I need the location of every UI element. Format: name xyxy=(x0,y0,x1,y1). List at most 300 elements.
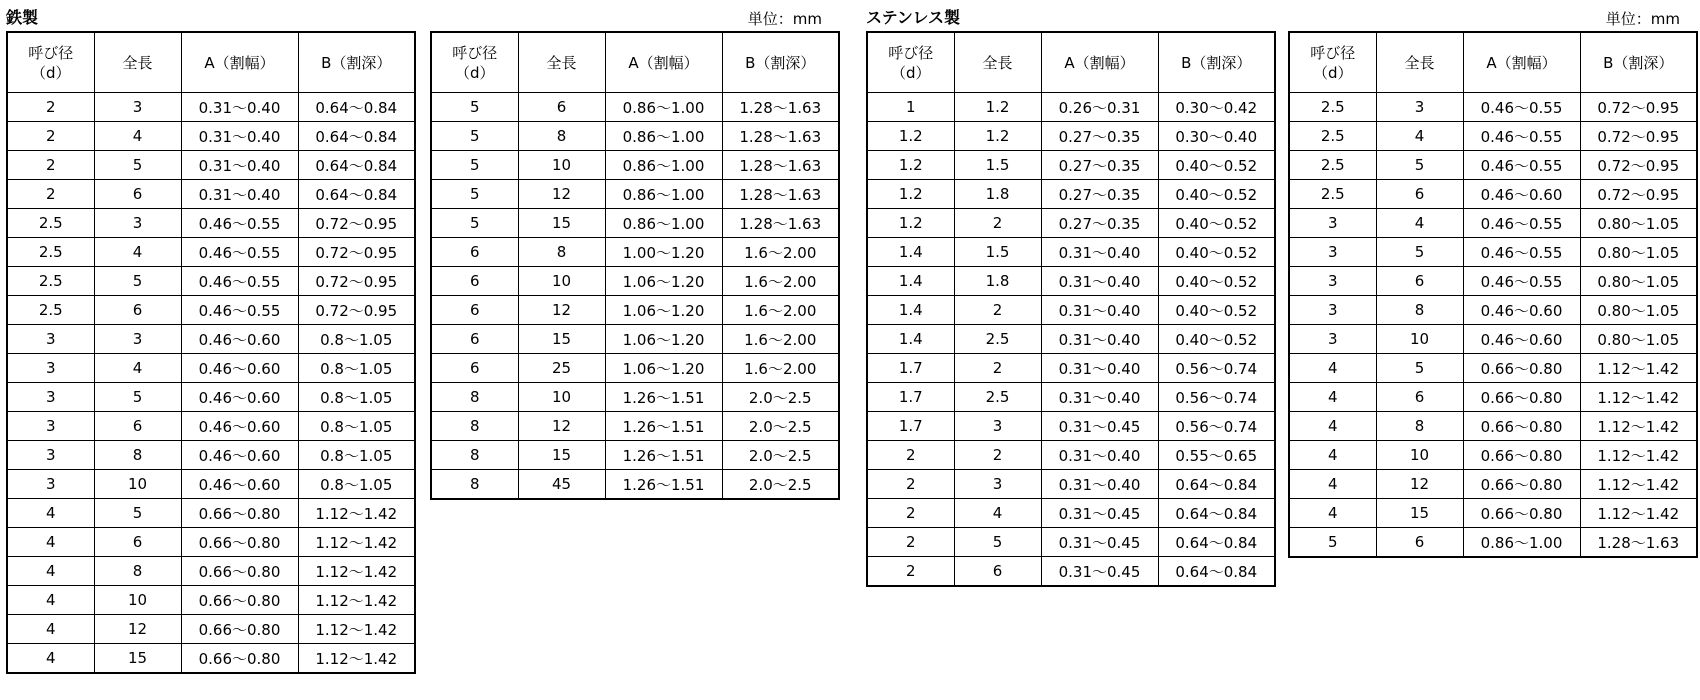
table-row xyxy=(1289,470,1697,499)
cell-nominal-diameter: 3 xyxy=(1289,209,1376,238)
cell-slot-width: 1.26～1.51 xyxy=(605,383,722,412)
cell-total-length: 6 xyxy=(1376,383,1463,412)
cell-nominal-diameter: 4 xyxy=(7,586,94,615)
cell-nominal-diameter: 3 xyxy=(7,354,94,383)
cell-slot-depth: 0.72～0.95 xyxy=(298,267,415,296)
cell-nominal-diameter: 4 xyxy=(1289,470,1376,499)
cell-total-length: 45 xyxy=(518,470,605,500)
cell-slot-depth: 0.40～0.52 xyxy=(1158,209,1275,238)
table-row xyxy=(431,354,839,383)
cell-slot-width: 0.86～1.00 xyxy=(605,151,722,180)
cell-total-length: 6 xyxy=(94,412,181,441)
cell-nominal-diameter: 1.2 xyxy=(867,122,954,151)
cell-nominal-diameter: 1.2 xyxy=(867,151,954,180)
cell-slot-width: 0.46～0.55 xyxy=(181,209,298,238)
cell-nominal-diameter: 1.7 xyxy=(867,412,954,441)
cell-nominal-diameter: 3 xyxy=(1289,296,1376,325)
table-row xyxy=(7,586,415,615)
table-row xyxy=(7,93,415,122)
table-row xyxy=(7,528,415,557)
cell-total-length: 8 xyxy=(94,441,181,470)
header-total-length: 全長 xyxy=(94,32,181,93)
cell-slot-width: 0.46～0.55 xyxy=(1463,151,1580,180)
cell-nominal-diameter: 2 xyxy=(867,528,954,557)
cell-nominal-diameter: 2.5 xyxy=(1289,180,1376,209)
cell-slot-width: 0.31～0.40 xyxy=(1041,296,1158,325)
header-row xyxy=(431,32,839,93)
cell-nominal-diameter: 1.4 xyxy=(867,325,954,354)
cell-slot-depth: 1.12～1.42 xyxy=(298,557,415,586)
cell-total-length: 12 xyxy=(518,412,605,441)
cell-slot-width: 0.46～0.55 xyxy=(1463,209,1580,238)
cell-slot-width: 0.66～0.80 xyxy=(181,528,298,557)
cell-nominal-diameter: 4 xyxy=(1289,383,1376,412)
cell-total-length: 25 xyxy=(518,354,605,383)
stainless-table-1-block xyxy=(866,8,1276,608)
table-row xyxy=(431,441,839,470)
table-row xyxy=(7,470,415,499)
cell-slot-depth: 0.80～1.05 xyxy=(1580,325,1697,354)
cell-slot-depth: 1.12～1.42 xyxy=(298,499,415,528)
cell-slot-width: 0.31～0.40 xyxy=(1041,238,1158,267)
table-body xyxy=(7,93,415,674)
cell-nominal-diameter: 3 xyxy=(7,412,94,441)
cell-slot-depth: 0.55～0.65 xyxy=(1158,441,1275,470)
cell-nominal-diameter: 6 xyxy=(431,296,518,325)
table-header xyxy=(867,32,1275,93)
cell-slot-depth: 1.6～2.00 xyxy=(722,354,839,383)
table-row xyxy=(867,499,1275,528)
table-row xyxy=(7,354,415,383)
header-nominal-diameter: 呼び径 （d） xyxy=(7,32,94,93)
cell-total-length: 5 xyxy=(94,383,181,412)
cell-slot-depth: 0.64～0.84 xyxy=(298,151,415,180)
cell-total-length: 6 xyxy=(954,557,1041,587)
cell-slot-width: 0.31～0.45 xyxy=(1041,528,1158,557)
cell-total-length: 4 xyxy=(94,122,181,151)
cell-slot-width: 0.46～0.55 xyxy=(1463,238,1580,267)
cell-total-length: 6 xyxy=(94,180,181,209)
cell-slot-width: 0.86～1.00 xyxy=(1463,528,1580,558)
table-row xyxy=(1289,180,1697,209)
cell-nominal-diameter: 6 xyxy=(431,267,518,296)
cell-nominal-diameter: 2 xyxy=(867,557,954,587)
cell-total-length: 10 xyxy=(94,586,181,615)
cell-nominal-diameter: 2.5 xyxy=(1289,151,1376,180)
cell-nominal-diameter: 4 xyxy=(7,499,94,528)
cell-total-length: 2.5 xyxy=(954,325,1041,354)
cell-slot-depth: 0.64～0.84 xyxy=(298,93,415,122)
cell-nominal-diameter: 8 xyxy=(431,383,518,412)
cell-nominal-diameter: 1.7 xyxy=(867,383,954,412)
cell-total-length: 10 xyxy=(518,151,605,180)
table-row xyxy=(867,296,1275,325)
cell-nominal-diameter: 4 xyxy=(1289,354,1376,383)
table-row xyxy=(867,383,1275,412)
cell-nominal-diameter: 6 xyxy=(431,354,518,383)
cell-slot-width: 0.86～1.00 xyxy=(605,209,722,238)
cell-slot-depth: 0.8～1.05 xyxy=(298,383,415,412)
cell-slot-depth: 1.12～1.42 xyxy=(1580,412,1697,441)
cell-total-length: 5 xyxy=(954,528,1041,557)
cell-slot-width: 0.66～0.80 xyxy=(181,557,298,586)
cell-total-length: 15 xyxy=(518,441,605,470)
cell-slot-depth: 2.0～2.5 xyxy=(722,441,839,470)
header-total-length: 全長 xyxy=(518,32,605,93)
cell-nominal-diameter: 5 xyxy=(1289,528,1376,558)
cell-slot-width: 0.46～0.60 xyxy=(181,383,298,412)
cell-total-length: 1.5 xyxy=(954,238,1041,267)
cell-total-length: 5 xyxy=(1376,151,1463,180)
table-row xyxy=(431,267,839,296)
table-row xyxy=(1289,441,1697,470)
cell-total-length: 6 xyxy=(1376,528,1463,558)
cell-nominal-diameter: 4 xyxy=(1289,441,1376,470)
cell-total-length: 5 xyxy=(1376,354,1463,383)
cell-total-length: 2 xyxy=(954,209,1041,238)
table-row xyxy=(1289,383,1697,412)
cell-total-length: 8 xyxy=(1376,296,1463,325)
cell-slot-depth: 0.30～0.40 xyxy=(1158,122,1275,151)
cell-slot-width: 0.31～0.40 xyxy=(1041,470,1158,499)
table-row xyxy=(431,470,839,500)
table-row xyxy=(867,209,1275,238)
cell-slot-depth: 1.12～1.42 xyxy=(298,644,415,674)
cell-total-length: 10 xyxy=(1376,441,1463,470)
cell-slot-width: 0.86～1.00 xyxy=(605,93,722,122)
cell-total-length: 5 xyxy=(94,267,181,296)
table-row xyxy=(7,296,415,325)
cell-total-length: 12 xyxy=(94,615,181,644)
cell-total-length: 10 xyxy=(1376,325,1463,354)
table-row xyxy=(431,412,839,441)
table-header xyxy=(7,32,415,93)
cell-slot-depth: 0.64～0.84 xyxy=(1158,470,1275,499)
cell-slot-width: 0.66～0.80 xyxy=(1463,499,1580,528)
cell-slot-width: 0.31～0.40 xyxy=(1041,354,1158,383)
cell-nominal-diameter: 2.5 xyxy=(7,267,94,296)
table-row xyxy=(867,180,1275,209)
table-row xyxy=(1289,528,1697,558)
cell-nominal-diameter: 2 xyxy=(867,441,954,470)
cell-slot-width: 0.46～0.55 xyxy=(181,296,298,325)
cell-slot-width: 0.86～1.00 xyxy=(605,180,722,209)
cell-total-length: 6 xyxy=(94,296,181,325)
header-nominal-diameter: 呼び径 （d） xyxy=(867,32,954,93)
cell-slot-width: 0.27～0.35 xyxy=(1041,180,1158,209)
cell-nominal-diameter: 2.5 xyxy=(7,296,94,325)
stainless-table-2-block xyxy=(1288,8,1698,588)
cell-total-length: 15 xyxy=(518,209,605,238)
cell-nominal-diameter: 6 xyxy=(431,325,518,354)
cell-slot-depth: 1.12～1.42 xyxy=(1580,441,1697,470)
cell-total-length: 15 xyxy=(1376,499,1463,528)
table-row xyxy=(7,209,415,238)
cell-slot-width: 0.46～0.60 xyxy=(181,412,298,441)
cell-slot-depth: 0.72～0.95 xyxy=(1580,122,1697,151)
cell-slot-depth: 0.56～0.74 xyxy=(1158,383,1275,412)
cell-total-length: 3 xyxy=(94,93,181,122)
cell-slot-width: 0.31～0.40 xyxy=(1041,267,1158,296)
cell-slot-width: 0.46～0.55 xyxy=(1463,267,1580,296)
stainless-caption: ステンレス製 xyxy=(866,8,961,27)
cell-slot-depth: 0.72～0.95 xyxy=(1580,180,1697,209)
cell-slot-width: 0.31～0.40 xyxy=(181,122,298,151)
cell-total-length: 2.5 xyxy=(954,383,1041,412)
cell-slot-width: 0.66～0.80 xyxy=(181,615,298,644)
cell-slot-width: 0.31～0.40 xyxy=(1041,325,1158,354)
cell-slot-depth: 1.12～1.42 xyxy=(1580,470,1697,499)
header-slot-depth: B（割深） xyxy=(1580,32,1697,93)
table-row xyxy=(867,267,1275,296)
cell-nominal-diameter: 5 xyxy=(431,151,518,180)
table-row xyxy=(431,122,839,151)
cell-slot-depth: 0.30～0.42 xyxy=(1158,93,1275,122)
header-row xyxy=(1289,32,1697,93)
header-nominal-diameter: 呼び径 （d） xyxy=(431,32,518,93)
cell-slot-width: 0.46～0.55 xyxy=(181,238,298,267)
cell-nominal-diameter: 4 xyxy=(7,528,94,557)
header-slot-depth: B（割深） xyxy=(1158,32,1275,93)
cell-slot-width: 1.00～1.20 xyxy=(605,238,722,267)
cell-total-length: 6 xyxy=(1376,180,1463,209)
table-row xyxy=(1289,499,1697,528)
header-nominal-diameter: 呼び径 （d） xyxy=(1289,32,1376,93)
cell-slot-depth: 0.72～0.95 xyxy=(298,296,415,325)
table-row xyxy=(867,238,1275,267)
cell-slot-width: 0.31～0.40 xyxy=(181,93,298,122)
table-header xyxy=(431,32,839,93)
cell-slot-depth: 2.0～2.5 xyxy=(722,412,839,441)
cell-total-length: 3 xyxy=(1376,93,1463,122)
header-slot-width: A（割幅） xyxy=(605,32,722,93)
cell-slot-depth: 0.80～1.05 xyxy=(1580,296,1697,325)
cell-slot-width: 0.86～1.00 xyxy=(605,122,722,151)
cell-total-length: 5 xyxy=(94,499,181,528)
cell-slot-depth: 1.6～2.00 xyxy=(722,267,839,296)
cell-slot-width: 0.46～0.60 xyxy=(181,470,298,499)
table-row xyxy=(1289,354,1697,383)
cell-total-length: 10 xyxy=(518,267,605,296)
table-row xyxy=(7,441,415,470)
cell-total-length: 5 xyxy=(1376,238,1463,267)
cell-slot-width: 0.31～0.40 xyxy=(181,151,298,180)
cell-slot-depth: 1.6～2.00 xyxy=(722,325,839,354)
cell-slot-width: 0.46～0.55 xyxy=(1463,93,1580,122)
cell-nominal-diameter: 1.4 xyxy=(867,296,954,325)
cell-slot-width: 1.06～1.20 xyxy=(605,267,722,296)
table-body xyxy=(867,93,1275,587)
cell-total-length: 4 xyxy=(954,499,1041,528)
cell-slot-depth: 0.8～1.05 xyxy=(298,325,415,354)
table-row xyxy=(1289,93,1697,122)
cell-nominal-diameter: 2.5 xyxy=(1289,93,1376,122)
cell-slot-depth: 1.28～1.63 xyxy=(722,209,839,238)
cell-slot-width: 1.06～1.20 xyxy=(605,354,722,383)
cell-slot-width: 0.66～0.80 xyxy=(1463,470,1580,499)
table-body xyxy=(431,93,839,500)
cell-slot-width: 0.46～0.55 xyxy=(1463,122,1580,151)
cell-total-length: 3 xyxy=(954,470,1041,499)
cell-slot-depth: 0.8～1.05 xyxy=(298,412,415,441)
cell-slot-depth: 1.28～1.63 xyxy=(722,180,839,209)
cell-total-length: 10 xyxy=(94,470,181,499)
table-header xyxy=(1289,32,1697,93)
cell-total-length: 12 xyxy=(518,296,605,325)
cell-slot-depth: 0.72～0.95 xyxy=(298,238,415,267)
cell-nominal-diameter: 5 xyxy=(431,209,518,238)
cell-total-length: 4 xyxy=(94,354,181,383)
cell-nominal-diameter: 1.7 xyxy=(867,354,954,383)
cell-slot-width: 1.06～1.20 xyxy=(605,325,722,354)
cell-nominal-diameter: 2.5 xyxy=(1289,122,1376,151)
cell-slot-width: 0.31～0.45 xyxy=(1041,412,1158,441)
cell-slot-depth: 0.80～1.05 xyxy=(1580,209,1697,238)
cell-nominal-diameter: 8 xyxy=(431,441,518,470)
cell-nominal-diameter: 3 xyxy=(7,470,94,499)
cell-slot-depth: 0.72～0.95 xyxy=(1580,93,1697,122)
cell-nominal-diameter: 1.2 xyxy=(867,180,954,209)
table-row xyxy=(867,441,1275,470)
iron-table-2-block xyxy=(430,8,840,508)
cell-nominal-diameter: 2 xyxy=(7,122,94,151)
cell-total-length: 1.2 xyxy=(954,122,1041,151)
cell-slot-depth: 0.64～0.84 xyxy=(298,122,415,151)
cell-nominal-diameter: 3 xyxy=(7,383,94,412)
cell-slot-depth: 0.40～0.52 xyxy=(1158,180,1275,209)
table-row xyxy=(7,151,415,180)
cell-slot-depth: 0.8～1.05 xyxy=(298,354,415,383)
cell-slot-depth: 0.8～1.05 xyxy=(298,470,415,499)
table-row xyxy=(7,644,415,674)
cell-total-length: 8 xyxy=(94,557,181,586)
cell-slot-depth: 1.12～1.42 xyxy=(1580,354,1697,383)
cell-slot-depth: 0.40～0.52 xyxy=(1158,325,1275,354)
cell-slot-depth: 1.12～1.42 xyxy=(298,528,415,557)
table-row xyxy=(1289,267,1697,296)
cell-total-length: 2 xyxy=(954,354,1041,383)
cell-slot-width: 0.27～0.35 xyxy=(1041,151,1158,180)
cell-nominal-diameter: 2.5 xyxy=(7,209,94,238)
cell-slot-depth: 2.0～2.5 xyxy=(722,383,839,412)
cell-total-length: 1.8 xyxy=(954,180,1041,209)
cell-total-length: 8 xyxy=(1376,412,1463,441)
table-row xyxy=(7,615,415,644)
cell-slot-width: 0.46～0.60 xyxy=(1463,325,1580,354)
cell-slot-depth: 0.40～0.52 xyxy=(1158,296,1275,325)
cell-slot-width: 1.26～1.51 xyxy=(605,470,722,500)
cell-total-length: 1.8 xyxy=(954,267,1041,296)
table-body xyxy=(1289,93,1697,558)
iron-table-1-block xyxy=(6,8,416,678)
cell-nominal-diameter: 3 xyxy=(1289,267,1376,296)
table-row xyxy=(7,238,415,267)
cell-slot-width: 0.31～0.45 xyxy=(1041,499,1158,528)
cell-nominal-diameter: 4 xyxy=(7,615,94,644)
table-row xyxy=(867,122,1275,151)
cell-nominal-diameter: 2 xyxy=(7,151,94,180)
cell-slot-depth: 1.6～2.00 xyxy=(722,296,839,325)
cell-slot-width: 0.66～0.80 xyxy=(181,644,298,674)
cell-slot-width: 0.66～0.80 xyxy=(1463,412,1580,441)
iron-table-2 xyxy=(430,31,840,500)
table-row xyxy=(1289,325,1697,354)
table-row xyxy=(7,557,415,586)
cell-slot-width: 0.46～0.60 xyxy=(181,354,298,383)
table-row xyxy=(431,209,839,238)
cell-slot-depth: 1.28～1.63 xyxy=(1580,528,1697,558)
cell-nominal-diameter: 4 xyxy=(7,557,94,586)
cell-nominal-diameter: 2.5 xyxy=(7,238,94,267)
table-row xyxy=(867,557,1275,587)
cell-nominal-diameter: 4 xyxy=(7,644,94,674)
cell-slot-depth: 0.56～0.74 xyxy=(1158,412,1275,441)
cell-total-length: 2 xyxy=(954,296,1041,325)
cell-slot-depth: 1.28～1.63 xyxy=(722,151,839,180)
cell-total-length: 3 xyxy=(94,209,181,238)
cell-total-length: 6 xyxy=(94,528,181,557)
cell-nominal-diameter: 4 xyxy=(1289,412,1376,441)
table-row xyxy=(7,499,415,528)
header-row xyxy=(867,32,1275,93)
cell-slot-width: 0.66～0.80 xyxy=(181,499,298,528)
cell-nominal-diameter: 3 xyxy=(1289,238,1376,267)
cell-slot-depth: 0.56～0.74 xyxy=(1158,354,1275,383)
cell-total-length: 5 xyxy=(94,151,181,180)
header-total-length: 全長 xyxy=(1376,32,1463,93)
table-row xyxy=(431,383,839,412)
table-row xyxy=(431,151,839,180)
table-row xyxy=(7,267,415,296)
cell-total-length: 12 xyxy=(1376,470,1463,499)
cell-slot-depth: 0.64～0.84 xyxy=(1158,528,1275,557)
cell-slot-width: 0.26～0.31 xyxy=(1041,93,1158,122)
cell-slot-depth: 0.80～1.05 xyxy=(1580,238,1697,267)
stainless-table-2 xyxy=(1288,31,1698,558)
table-row xyxy=(431,296,839,325)
cell-slot-width: 0.66～0.80 xyxy=(1463,441,1580,470)
cell-nominal-diameter: 5 xyxy=(431,180,518,209)
cell-total-length: 1.2 xyxy=(954,93,1041,122)
cell-nominal-diameter: 3 xyxy=(1289,325,1376,354)
cell-slot-depth: 1.12～1.42 xyxy=(1580,383,1697,412)
cell-total-length: 4 xyxy=(94,238,181,267)
table-row xyxy=(1289,122,1697,151)
header-slot-depth: B（割深） xyxy=(298,32,415,93)
cell-total-length: 10 xyxy=(518,383,605,412)
iron-unit-label: 単位：mm xyxy=(747,10,822,28)
cell-nominal-diameter: 3 xyxy=(7,441,94,470)
cell-slot-depth: 1.28～1.63 xyxy=(722,122,839,151)
cell-total-length: 6 xyxy=(1376,267,1463,296)
cell-slot-width: 0.31～0.40 xyxy=(181,180,298,209)
cell-nominal-diameter: 1.2 xyxy=(867,209,954,238)
cell-nominal-diameter: 5 xyxy=(431,122,518,151)
cell-total-length: 1.5 xyxy=(954,151,1041,180)
cell-total-length: 12 xyxy=(518,180,605,209)
cell-total-length: 3 xyxy=(954,412,1041,441)
cell-slot-width: 1.26～1.51 xyxy=(605,441,722,470)
cell-nominal-diameter: 1 xyxy=(867,93,954,122)
cell-total-length: 15 xyxy=(94,644,181,674)
cell-slot-width: 0.27～0.35 xyxy=(1041,209,1158,238)
table-row xyxy=(867,151,1275,180)
stainless-table-1 xyxy=(866,31,1276,587)
cell-nominal-diameter: 4 xyxy=(1289,499,1376,528)
cell-slot-depth: 2.0～2.5 xyxy=(722,470,839,500)
cell-slot-width: 0.46～0.60 xyxy=(1463,296,1580,325)
cell-slot-width: 0.46～0.60 xyxy=(181,325,298,354)
